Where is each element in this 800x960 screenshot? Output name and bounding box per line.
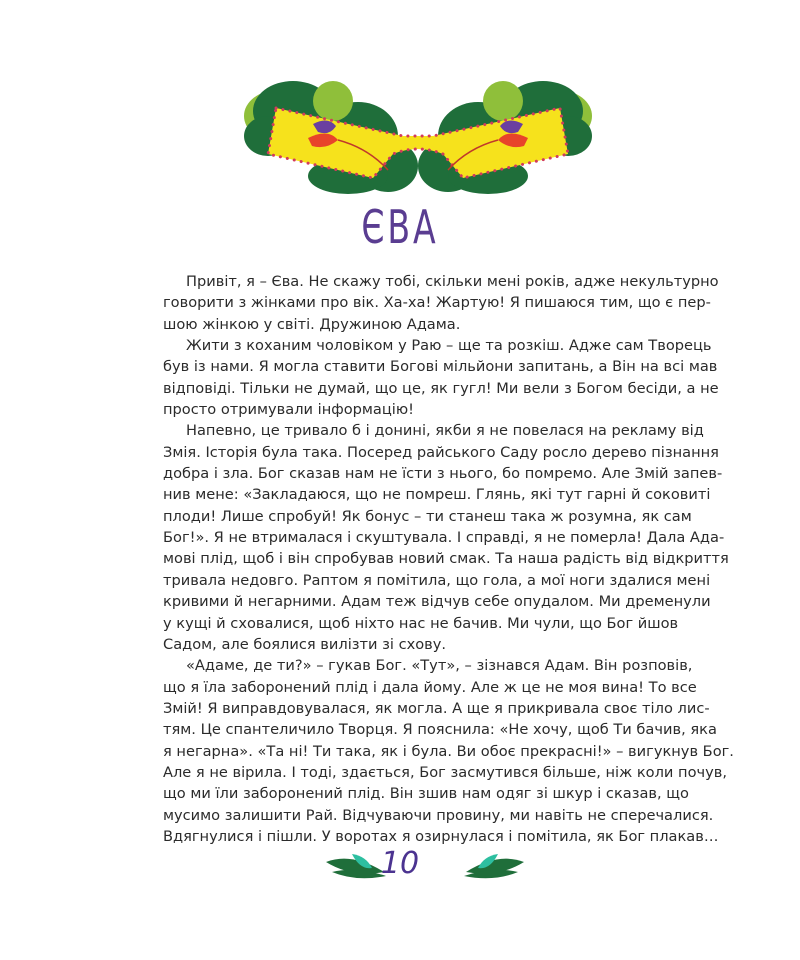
text-line: мові плід, щоб і він спробував новий смак. Та наша радість від відкриття — [163, 550, 729, 568]
text-line: що ми їли заборонений плід. Він зшив нам одяг зі шкур і сказав, що — [163, 785, 689, 803]
page-number: 10 — [380, 846, 420, 881]
text-line: мусимо залишити Рай. Відчуваючи провину, ми навіть не сперечалися. — [163, 806, 714, 824]
text-line: Вдягнулися і пішли. У воротах я озирнулася і помітила, як Бог плакав… — [163, 827, 719, 845]
text-line: тям. Це спантеличило Творця. Я пояснила: «Не хочу, щоб Ти бачив, яка — [163, 721, 717, 739]
story-text — [163, 271, 734, 847]
text-line: «Адаме, де ти?» – гукав Бог. «Тут», – зізнався Адам. Він розповів, — [186, 657, 693, 675]
chapter-title: ЄВА — [361, 200, 439, 254]
leaf-sprig-icon — [458, 848, 528, 882]
text-line: Змій! Я виправдовувалася, як могла. А ще я прикривала своє тіло лис- — [163, 699, 710, 717]
text-line: Бог!». Я не втрималася і скуштувала. І справді, я не померла! Дала Ада- — [163, 529, 725, 547]
text-line: Привіт, я – Єва. Не скажу тобі, скільки мені років, адже некультурно — [186, 273, 719, 290]
eye-mask-illustration — [238, 66, 598, 204]
text-line: Садом, але боялися вилізти зі схову. — [163, 635, 447, 653]
text-line: просто отримували інформацію! — [163, 401, 414, 419]
text-line: Але я не вірила. І тоді, здається, Бог засмутився більше, ніж коли почув, — [163, 763, 728, 781]
text-line: Змія. Історія була така. Посеред райського Саду росло дерево пізнання — [163, 443, 719, 461]
text-line: відповіді. Тільки не думай, що це, як гугл! Ми вели з Богом бесіди, а не — [163, 379, 719, 397]
text-line: добра і зла. Бог сказав нам не їсти з нього, бо помремо. Але Змій запев- — [163, 465, 723, 483]
text-line: у кущі й сховалися, щоб ніхто нас не бачив. Ми чули, що Бог йшов — [163, 614, 679, 632]
text-line: був із нами. Я могла ставити Богові мільйони запитань, а Він на всі мав — [163, 358, 718, 376]
text-line: Жити з коханим чоловіком у Раю – ще та розкіш. Адже сам Творець — [186, 337, 712, 355]
text-line: шою жінкою у світі. Дружиною Адама. — [163, 315, 461, 333]
text-line: Напевно, це тривало б і донині, якби я не повелася на рекламу від — [186, 422, 704, 440]
text-line: нив мене: «Закладаюся, що не помреш. Глянь, які тут гарні й соковиті — [163, 486, 711, 504]
text-line: тривала недовго. Раптом я помітила, що гола, а мої ноги здалися мені — [163, 571, 711, 589]
text-line: що я їла заборонений плід і дала йому. Але ж це не моя вина! То все — [163, 678, 697, 696]
text-line: плоди! Лише спробуй! Як бонус – ти станеш така ж розумна, як сам — [163, 507, 692, 525]
text-line: говорити з жінками про вік. Ха-ха! Жартую! Я пишаюся тим, що є пер- — [163, 294, 711, 312]
text-line: я негарна». «Та ні! Ти така, як і була. Ви обоє прекрасні!» – вигукнув Бог. — [163, 742, 734, 760]
text-line: кривими й негарними. Адам теж відчув себе опудалом. Ми дременули — [163, 593, 711, 611]
